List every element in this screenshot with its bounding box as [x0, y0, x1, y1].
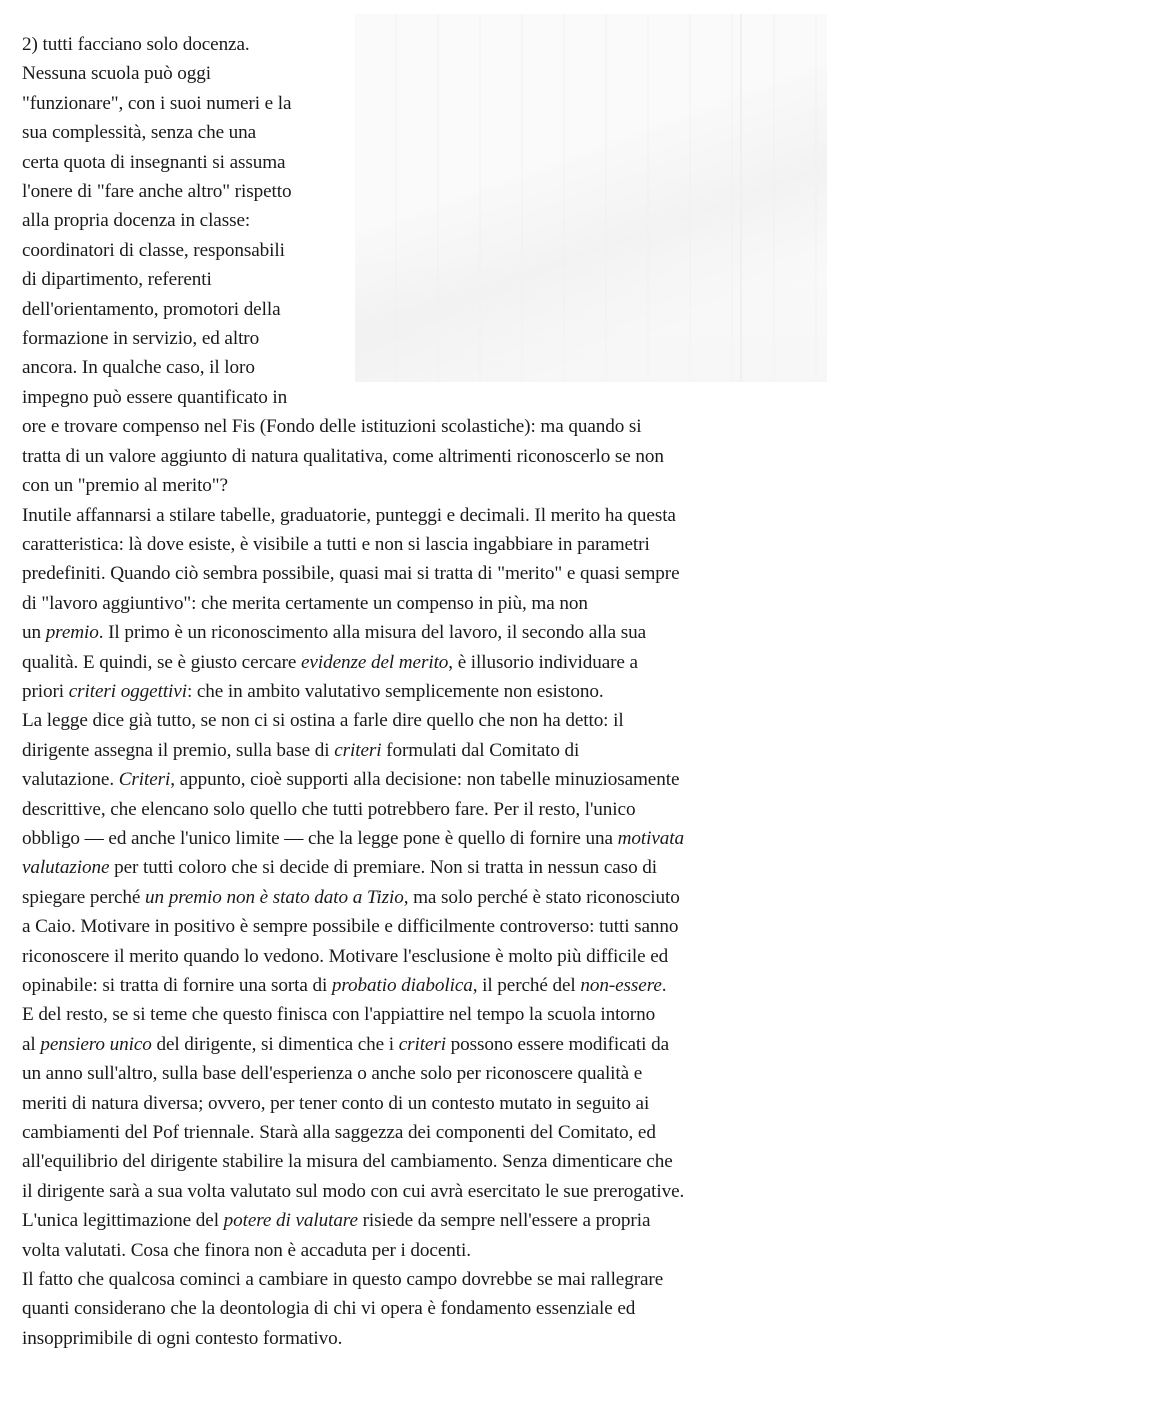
article-body — [22, 30, 842, 1353]
emphasis: criteri oggettivi — [68, 680, 187, 702]
text-line: L'unica legittimazione del potere di valutare risiede da sempre nell'essere a propria — [22, 1210, 651, 1232]
text-line: Nessuna scuola può oggi — [22, 63, 212, 85]
text-line: descrittive, che elencano solo quello che tutti potrebbero fare. Per il resto, l'unico — [22, 798, 636, 820]
emphasis: non-essere — [580, 975, 662, 996]
text-line: dell'orientamento, promotori della — [22, 298, 281, 320]
text-line: insopprimibile di ogni contesto formativo. — [22, 1327, 343, 1349]
emphasis: pensiero unico — [40, 1033, 152, 1055]
text-line: meriti di natura diversa; ovvero, per tener conto di un contesto mutato in seguito ai — [22, 1092, 650, 1114]
text-line: con un "premio al merito"? — [22, 475, 228, 497]
text-line: cambiamenti del Pof triennale. Starà alla saggezza dei componenti del Comitato, ed — [22, 1122, 656, 1144]
emphasis: un premio non è stato dato a Tizio — [145, 886, 404, 908]
text-line: l'onere di "fare anche altro" rispetto — [22, 181, 292, 203]
emphasis: potere di valutare — [223, 1210, 358, 1232]
paragraph-legge — [22, 706, 842, 1265]
text-line: coordinatori di classe, responsabili — [22, 239, 285, 261]
text-line: quanti considerano che la deontologia di chi vi opera è fondamento essenziale ed — [22, 1298, 636, 1320]
text-line: La legge dice già tutto, se non ci si ostina a farle dire quello che non ha detto: il — [22, 710, 624, 732]
text-line: impegno può essere quantificato in — [22, 386, 288, 408]
emphasis: premio — [45, 622, 99, 644]
text-line: spiegare perché un premio non è stato dato a Tizio, ma solo perché è stato riconosciuto — [22, 886, 680, 908]
text-line: Il fatto che qualcosa cominci a cambiare in questo campo dovrebbe se mai rallegrare — [22, 1269, 664, 1291]
text-line: il dirigente sarà a sua volta valutato sul modo con cui avrà esercitato le sue prerogative. — [22, 1180, 685, 1202]
text-line: ancora. In qualche caso, il loro — [22, 357, 255, 379]
paragraph-fis — [22, 412, 842, 500]
emphasis: valutazione — [22, 857, 110, 879]
intro-paragraph — [22, 30, 362, 412]
emphasis: motivata — [617, 827, 684, 849]
text-line: caratteristica: là dove esiste, è visibile a tutti e non si lascia ingabbiare in parametri — [22, 533, 650, 555]
text-line: un anno sull'altro, sulla base dell'esperienza o anche solo per riconoscere qualità e — [22, 1063, 643, 1085]
emphasis: probatio diabolica — [331, 975, 473, 996]
emphasis: criteri — [334, 739, 382, 761]
text-line: valutazione. Criteri, appunto, cioè supporti alla decisione: non tabelle minuziosamente — [22, 769, 680, 791]
emphasis: Criteri — [118, 769, 171, 791]
text-line: dirigente assegna il premio, sulla base di criteri formulati dal Comitato di — [22, 739, 580, 761]
text-line: al pensiero unico del dirigente, si dimentica che i criteri possono essere modificati da — [22, 1033, 669, 1055]
text-line: all'equilibrio del dirigente stabilire la misura del cambiamento. Senza dimenticare che — [22, 1151, 673, 1173]
text-line: di dipartimento, referenti — [22, 269, 212, 291]
text-line: a Caio. Motivare in positivo è sempre possibile e difficilmente controverso: tutti sanno — [22, 916, 679, 938]
paragraph-conclusione — [22, 1265, 842, 1353]
text-line: 2) tutti facciano solo docenza. — [22, 34, 250, 55]
text-line: E del resto, se si teme che questo finisca con l'appiattire nel tempo la scuola intorno — [22, 1004, 656, 1026]
paragraph-merito — [22, 501, 842, 707]
text-line: alla propria docenza in classe: — [22, 210, 251, 232]
text-line: Inutile affannarsi a stilare tabelle, graduatorie, punteggi e decimali. Il merito ha questa — [22, 504, 676, 526]
text-line: certa quota di insegnanti si assuma — [22, 151, 286, 173]
text-line: priori criteri oggettivi: che in ambito valutativo semplicemente non esistono. — [22, 680, 604, 702]
text-line: opinabile: si tratta di fornire una sorta di probatio diabolica, il perché del non-essere. — [22, 975, 667, 996]
text-line: valutazione per tutti coloro che si decide di premiare. Non si tratta in nessun caso di — [22, 857, 657, 879]
text-line: un premio. Il primo è un riconoscimento alla misura del lavoro, il secondo alla sua — [22, 622, 647, 644]
text-line: qualità. E quindi, se è giusto cercare evidenze del merito, è illusorio individuare a — [22, 651, 638, 673]
text-line: ore e trovare compenso nel Fis (Fondo delle istituzioni scolastiche): ma quando si — [22, 416, 642, 438]
text-line: volta valutati. Cosa che finora non è accaduta per i docenti. — [22, 1239, 471, 1261]
text-line: riconoscere il merito quando lo vedono. Motivare l'esclusione è molto più difficile ed — [22, 945, 669, 967]
text-line: "funzionare", con i suoi numeri e la — [22, 92, 292, 114]
text-line: obbligo — ed anche l'unico limite — che la legge pone è quello di fornire una motivata — [22, 827, 684, 849]
text-line: predefiniti. Quando ciò sembra possibile, quasi mai si tratta di "merito" e quasi sempre — [22, 563, 680, 585]
text-line: formazione in servizio, ed altro — [22, 328, 260, 350]
text-line: tratta di un valore aggiunto di natura qualitativa, come altrimenti riconoscerlo se non — [22, 445, 664, 467]
text-line: sua complessità, senza che una — [22, 122, 257, 144]
emphasis: evidenze del merito — [301, 651, 449, 673]
text-line: di "lavoro aggiuntivo": che merita certamente un compenso in più, ma non — [22, 592, 588, 614]
emphasis: criteri — [398, 1033, 446, 1055]
